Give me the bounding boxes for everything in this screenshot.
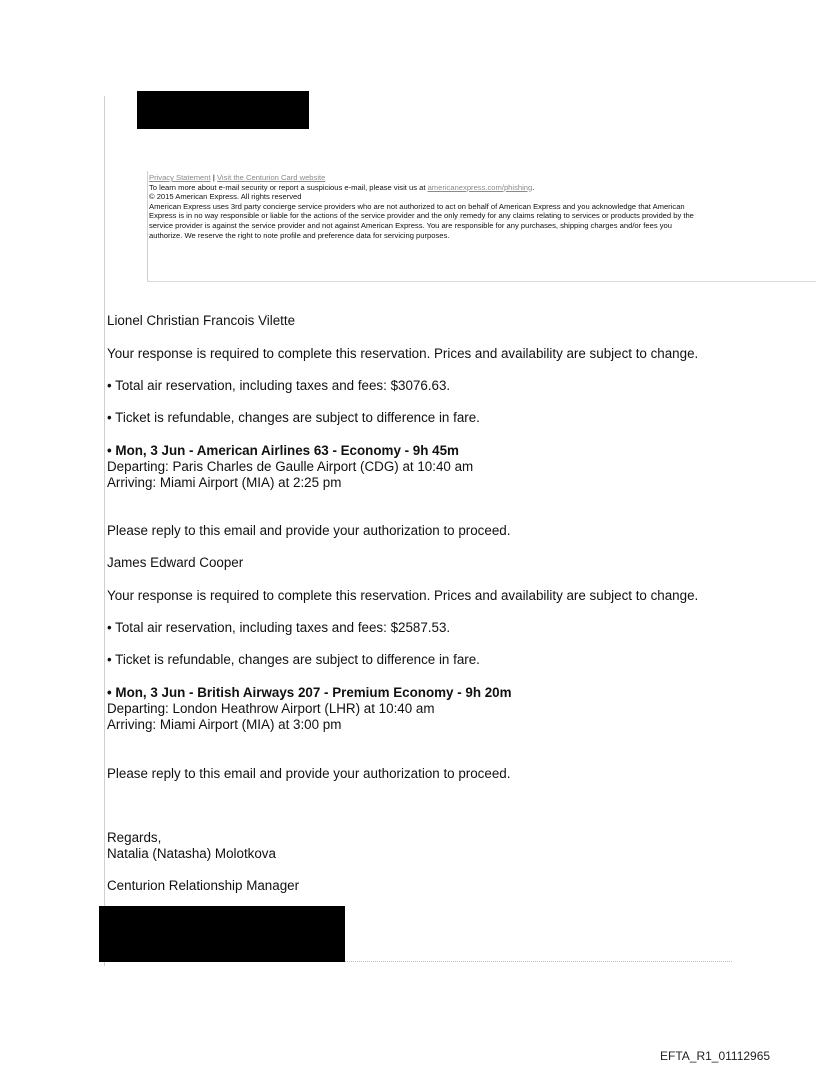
reservation-notice: Your response is required to complete this reservation. Prices and availability are subject to change. (107, 588, 699, 603)
departure-info: Departing: London Heathrow Airport (LHR) at 10:40 am (107, 701, 435, 716)
security-prefix: To learn more about e-mail security or report a suspicious e-mail, please visit us at (149, 182, 428, 192)
passenger-name: Lionel Christian Francois Vilette (107, 313, 296, 328)
disclaimer-line: service provider is against the service provider and not against American Express. You are responsible for any purchases, shipping charges and/or fees you (149, 221, 672, 230)
email-footer (147, 171, 816, 282)
passenger-name: James Edward Cooper (107, 555, 244, 570)
total-fare: • Total air reservation, including taxes and fees: $2587.53. (107, 620, 451, 635)
signature-divider (345, 961, 732, 962)
phishing-link[interactable]: americanexpress.com/phishing (427, 182, 533, 192)
refund-policy: • Ticket is refundable, changes are subject to difference in fare. (107, 410, 480, 425)
footer-links (149, 173, 325, 183)
flight-summary: • Mon, 3 Jun - American Airlines 63 - Economy - 9h 45m (107, 443, 459, 458)
centurion-card-link[interactable]: Visit the Centurion Card website (217, 173, 326, 182)
footer-link-separator: | (212, 173, 215, 182)
disclaimer-line: Express is in no way responsible or liable for the actions of the service provider and the only remedy for any claims relating to services or products provided by the (149, 211, 694, 221)
flight-summary: • Mon, 3 Jun - British Airways 207 - Premium Economy - 9h 20m (107, 685, 512, 700)
quote-bar (104, 96, 105, 966)
reservation-notice: Your response is required to complete this reservation. Prices and availability are subject to change. (107, 346, 699, 361)
signature-closing: Regards, (107, 830, 162, 845)
document-id: EFTA_R1_01112965 (660, 1049, 771, 1063)
reply-request: Please reply to this email and provide your authorization to proceed. (107, 766, 511, 781)
redaction-block-bottom (99, 906, 345, 962)
signature-title: Centurion Relationship Manager (107, 878, 300, 893)
arrival-info: Arriving: Miami Airport (MIA) at 3:00 pm (107, 717, 342, 732)
disclaimer-line: American Express uses 3rd party concierge service providers who are not authorized to act on behalf of American Express and you acknowledge that American (149, 201, 685, 211)
copyright: © 2015 American Express. All rights reserved (149, 192, 302, 202)
redaction-block-top (137, 91, 309, 129)
privacy-statement-link[interactable]: Privacy Statement (149, 173, 211, 182)
departure-info: Departing: Paris Charles de Gaulle Airport (CDG) at 10:40 am (107, 459, 474, 474)
signature-name: Natalia (Natasha) Molotkova (107, 846, 276, 861)
security-notice (149, 183, 534, 193)
refund-policy: • Ticket is refundable, changes are subject to difference in fare. (107, 652, 480, 667)
arrival-info: Arriving: Miami Airport (MIA) at 2:25 pm (107, 475, 342, 490)
total-fare: • Total air reservation, including taxes and fees: $3076.63. (107, 378, 451, 393)
security-suffix: . (532, 182, 535, 192)
disclaimer-line: authorize. We reserve the right to note profile and preference data for servicing purposes. (149, 230, 450, 240)
reply-request: Please reply to this email and provide your authorization to proceed. (107, 523, 511, 538)
